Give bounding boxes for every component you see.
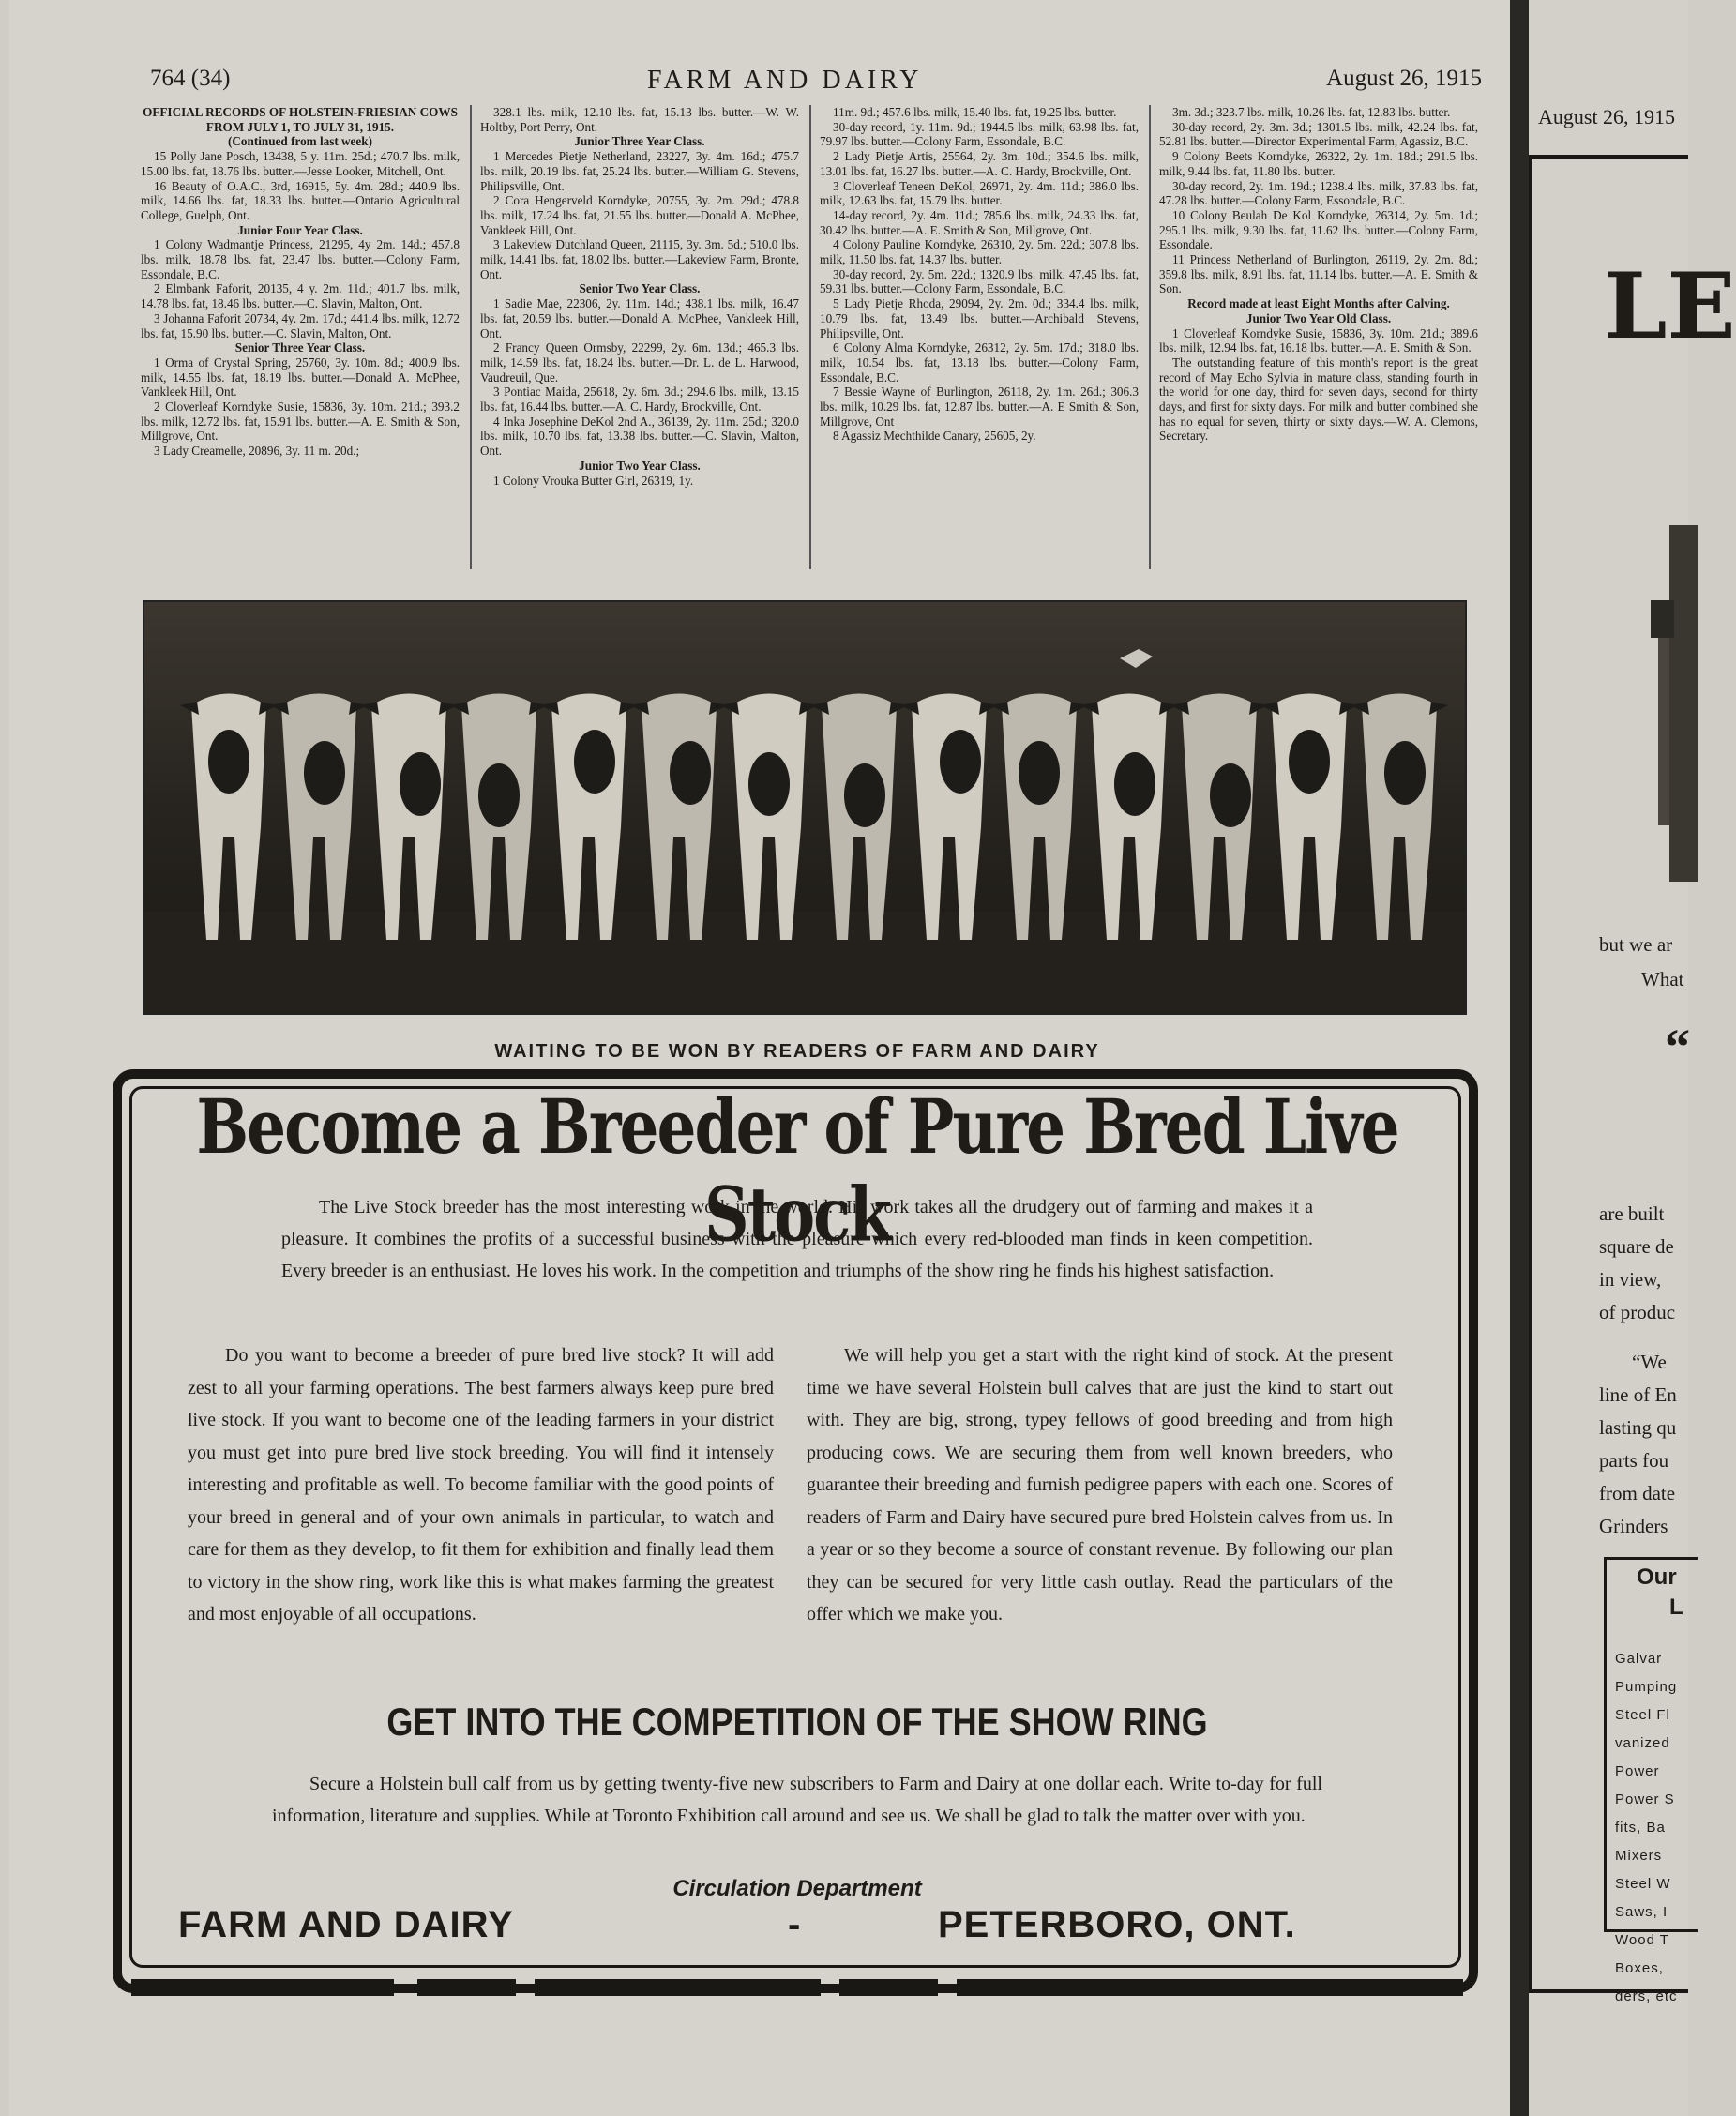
column-rule [809,105,811,569]
masthead-title: FARM AND DAIRY [647,66,923,95]
record-entry: 30-day record, 2y. 3m. 3d.; 1301.5 lbs. milk, 42.24 lbs. fat, 52.81 lbs. butter.—Director Experimental Farm, Agassiz, B.C. [1159,119,1478,149]
record-entry: 3 Lakeview Dutchland Queen, 21115, 3y. 3m. 5d.; 510.0 lbs. milk, 14.41 lbs. fat, 18.02 lbs. butter.—Lakeview Farm, Bronte, Ont. [480,237,799,281]
record-entry: 5 Lady Pietje Rhoda, 29094, 2y. 2m. 0d.; 334.4 lbs. milk, 10.79 lbs. fat, 13.49 lbs. butter.—Archibald Stevens, Philipsville, Ont. [820,296,1139,340]
class-heading: Junior Four Year Class. [237,222,363,237]
facing-text: square de [1599,1235,1674,1258]
ad-left-paragraph: Do you want to become a breeder of pure bred live stock? It will add zest to all your farming operations. The best farmers always keep pure bred live stock. If you want to become one of the leading farmers in your district you must get into pure bred live stock breeding. You will find it intensely interesting and profitable as well. To become familiar with the good points of your breed in general and of your own animals in particular, to watch and care for them as they develop, to fit them for exhibition and finally lead them to victory in the show ring, work like this is what makes farming the greatest and most enjoyable of all occupations. [188,1345,774,1625]
record-entry: 3m. 3d.; 323.7 lbs. milk, 10.26 lbs. fat, 12.83 lbs. butter. [1172,105,1451,119]
record-entry: 3 Johanna Faforit 20734, 4y. 2m. 17d.; 441.4 lbs. milk, 12.72 lbs. fat, 15.90 lbs. butter.—C. Slavin, Malton, Ont. [141,310,460,340]
column-rule [1149,105,1151,569]
facing-text: lasting qu [1599,1416,1677,1439]
facing-text: Grinders [1599,1515,1668,1537]
class-heading: Junior Three Year Class. [574,134,705,149]
facing-text: parts fou [1599,1449,1669,1472]
ad-right-paragraph: We will help you get a start with the right kind of stock. At the present time we have several Holstein bull calves that are just the kind to start out with. They are big, strong, typey fellows of good breeding and from high producing cows. We are securing them from well known breeders, who guarantee their breeding and furnish pedigree papers with each one. Scores of readers of Farm and Dairy have secured pure bred Holstein calves from us. In a year or so they become a source of constant revenue. By following our plan they can be secured for very little cash outlay. Read the particulars of the offer which we make you. [807,1345,1393,1625]
facing-list-item: Steel Fl [1615,1707,1670,1723]
facing-list-item: Galvar [1615,1651,1663,1667]
facing-box-title: L [1669,1595,1683,1620]
records-column-2 [480,105,799,569]
facing-text: “We [1632,1351,1667,1373]
record-entry: 30-day record, 2y. 1m. 19d.; 1238.4 lbs. milk, 37.83 lbs. fat, 47.28 lbs. butter.—Colony Farm, Essondale, B.C. [1159,178,1478,208]
record-entry: 1 Mercedes Pietje Netherland, 23227, 3y. 4m. 16d.; 475.7 lbs. milk, 20.19 lbs. fat, 25.24 lbs. butter.—William G. Stevens, Philipsville, Ont. [480,149,799,193]
ad-offer-paragraph: Secure a Holstein bull calf from us by getting twenty-five new subscribers to Farm and Dairy at one dollar each. Write to-day for full information, literature and supplies. While at Toronto Exhibition call around and see us. We shall be glad to talk the matter over with you. [272,1774,1322,1826]
class-heading: Junior Two Year Class. [579,458,701,473]
record-entry: 11 Princess Netherland of Burlington, 26119, 2y. 2m. 8d.; 359.8 lbs. milk, 8.91 lbs. fat, 11.14 lbs. butter.—A. E. Smith & Son. [1159,252,1478,296]
page-gutter [1510,0,1529,2116]
facing-ad-logo: LE [1604,253,1736,359]
records-column-4 [1159,105,1478,569]
facing-list-item: fits, Ba [1615,1820,1666,1836]
record-entry: 15 Polly Jane Posch, 13438, 5 y. 11m. 25d.; 470.7 lbs. milk, 15.00 lbs. fat, 18.76 lbs. butter.—Jesse Looker, Mitchell, Ont. [141,149,460,178]
records-columns [141,105,1482,574]
record-entry: 3 Pontiac Maida, 25618, 2y. 6m. 3d.; 294.6 lbs. milk, 13.15 lbs. fat, 16.44 lbs. butter.—A. C. Hardy, Brockville, Ont. [480,385,799,415]
signature-dash: - [788,1904,802,1945]
record-entry: 1 Colony Vrouka Butter Girl, 26319, 1y. [493,473,694,488]
facing-text: of produc [1599,1301,1676,1323]
record-entry: 1 Cloverleaf Korndyke Susie, 15836, 3y. 10m. 21d.; 389.6 lbs. milk, 12.94 lbs. fat, 16.18 lbs. butter.—A. E. Smith & Son. [1159,325,1478,355]
class-heading: Senior Two Year Class. [579,281,701,296]
facing-list-item: Wood T [1615,1932,1669,1948]
facing-text: are built [1599,1202,1665,1225]
facing-text: What [1641,968,1684,990]
record-entry: 30-day record, 1y. 11m. 9d.; 1944.5 lbs. milk, 63.98 lbs. fat, 79.97 lbs. butter.—Colony Farm, Essondale, B.C. [820,119,1139,149]
facing-list-item: vanized [1615,1735,1670,1751]
record-entry: 8 Agassiz Mechthilde Canary, 25605, 2y. [833,429,1036,444]
facing-page [1529,0,1736,2116]
record-entry: 1 Orma of Crystal Spring, 25760, 3y. 10m. 8d.; 400.9 lbs. milk, 14.55 lbs. fat, 18.19 lbs. butter.—Donald A. McPhee, Vankleek Hill, Ont. [141,355,460,400]
cows-illustration [144,602,1465,1013]
record-entry: 3 Cloverleaf Teneen DeKol, 26971, 2y. 4m. 11d.; 386.0 lbs. milk, 12.63 lbs. fat, 15.79 lbs. butter. [820,178,1139,208]
facing-text: but we ar [1599,933,1673,956]
record-entry: 2 Cora Hengerveld Korndyke, 20755, 3y. 2m. 29d.; 478.8 lbs. milk, 17.24 lbs. fat, 21.55 lbs. butter.—Donald A. McPhee, Vankleek Hill, Ont. [480,193,799,237]
records-column-3 [820,105,1139,569]
facing-list-item: Saws, I [1615,1904,1668,1920]
facing-quote-mark: “ [1665,1019,1690,1075]
record-entry: 14-day record, 2y. 4m. 11d.; 785.6 lbs. milk, 24.33 lbs. fat, 30.42 lbs. butter.—A. E. Smith & Son, Millgrove, Ont. [820,207,1139,237]
ad-kicker: WAITING TO BE WON BY READERS OF FARM AND DAIRY [113,1041,1482,1063]
newspaper-page [9,0,1510,2116]
record-entry: 2 Cloverleaf Korndyke Susie, 15836, 3y. 10m. 21d.; 393.2 lbs. milk, 12.72 lbs. fat, 15.91 lbs. butter.—A. E. Smith & Son, Millgrove, Ont. [141,400,460,444]
record-entry: 16 Beauty of O.A.C., 3rd, 16915, 5y. 4m. 28d.; 440.9 lbs. milk, 14.66 lbs. fat, 18.33 lbs. butter.—Ontario Agricultural College, Guelph, Ont. [141,178,460,222]
ad-subhead: GET INTO THE COMPETITION OF THE SHOW RING [386,1699,1208,1744]
class-heading: (Continued from last week) [228,134,372,149]
record-entry: 1 Colony Wadmantje Princess, 21295, 4y 2m. 14d.; 457.8 lbs. milk, 18.78 lbs. fat, 23.47 lbs. butter.—Colony Farm, Essondale, B.C. [141,237,460,281]
class-heading: Junior Two Year Old Class. [1245,310,1392,325]
holstein-cows-photo [143,600,1467,1015]
advertisement [113,1041,1482,1998]
class-heading: Record made at least Eight Months after Calving. [1187,296,1450,311]
page-number: 764 (34) [150,66,231,91]
ornament-bar [957,1979,1463,1996]
facing-list-item: Steel W [1615,1876,1671,1892]
circulation-department: Circulation Department [672,1876,922,1901]
record-entry: 328.1 lbs. milk, 12.10 lbs. fat, 15.13 lbs. butter.—W. W. Holtby, Port Perry, Ont. [480,105,799,134]
ornament-bar [535,1979,821,1996]
facing-text: in view, [1599,1268,1662,1291]
record-entry: 10 Colony Beulah De Kol Korndyke, 26314, 2y. 5m. 1d.; 295.1 lbs. milk, 9.30 lbs. fat, 11.62 lbs. butter.—Colony Farm, Essondale. [1159,207,1478,252]
ornament-bar [417,1979,516,1996]
class-heading: Senior Three Year Class. [234,340,366,355]
record-entry: 7 Bessie Wayne of Burlington, 26118, 2y. 1m. 26d.; 306.3 lbs. milk, 10.29 lbs. fat, 12.87 lbs. butter.—A. E Smith & Son, Millgrove, Ont [820,385,1139,429]
record-entry: 4 Inka Josephine DeKol 2nd A., 36139, 2y. 11m. 25d.; 320.0 lbs. milk, 10.70 lbs. fat, 13.38 lbs. butter.—C. Slavin, Malton, Ont. [480,414,799,459]
record-entry: The outstanding feature of this month's report is the great record of May Echo Sylvia in mature class, standing fourth in the world for one day, third for seven days, second for thirty days, and first for sixty days. For milk and butter combined she has no equal for seven, thirty or sixty days.—W. A. Clemons, Secretary. [1159,355,1478,444]
facing-page-date: August 26, 1915 [1538,105,1676,128]
record-entry: 30-day record, 2y. 5m. 22d.; 1320.9 lbs. milk, 47.45 lbs. fat, 59.31 lbs. butter.—Colony Farm, Essondale, B.C. [820,266,1139,296]
record-entry: 9 Colony Beets Korndyke, 26322, 2y. 1m. 18d.; 291.5 lbs. milk, 9.44 lbs. fat, 11.80 lbs. butter. [1159,149,1478,178]
facing-list-item: Pumping [1615,1679,1678,1695]
ornament-bar [839,1979,938,1996]
facing-list-item: Power [1615,1763,1660,1779]
facing-text: line of En [1599,1383,1677,1406]
records-column-1 [141,105,460,569]
record-entry: 1 Sadie Mae, 22306, 2y. 11m. 14d.; 438.1 lbs. milk, 16.47 lbs. fat, 20.59 lbs. butter.—Donald A. McPhee, Vankleek Hill, Ont. [480,296,799,340]
facing-box-title: Our [1637,1564,1677,1590]
column-rule [470,105,472,569]
record-entry: 2 Elmbank Faforit, 20135, 4 y. 2m. 11d.; 401.7 lbs. milk, 14.78 lbs. fat, 18.46 lbs. butter.—C. Slavin, Malton, Ont. [141,281,460,311]
facing-text: from date [1599,1482,1676,1504]
facing-list-item: ders, etc [1615,1988,1678,2004]
ad-bottom-bars [131,1979,1463,1998]
record-entry: 6 Colony Alma Korndyke, 26312, 2y. 5m. 17d.; 318.0 lbs. milk, 10.54 lbs. fat, 13.18 lbs. butter.—Colony Farm, Essondale, B.C. [820,340,1139,385]
class-heading: OFFICIAL RECORDS OF HOLSTEIN-FRIESIAN COWS FROM JULY 1, TO JULY 31, 1915. [143,105,458,134]
ornament-bar [131,1979,394,1996]
facing-list-item: Mixers [1615,1848,1663,1864]
ad-headline: Become a Breeder of Pure Bred Live Stock [196,1082,1398,1259]
record-entry: 2 Francy Queen Ormsby, 22299, 2y. 6m. 13d.; 465.3 lbs. milk, 14.59 lbs. fat, 18.24 lbs. butter.—Dr. L. de L. Harwood, Vaudreuil, Que. [480,340,799,385]
signature-publisher: FARM AND DAIRY [178,1904,514,1945]
facing-list-item: Boxes, [1615,1960,1664,1976]
facing-list-item: Power S [1615,1791,1675,1807]
record-entry: 11m. 9d.; 457.6 lbs. milk, 15.40 lbs. fat, 19.25 lbs. butter. [833,105,1117,119]
ad-intro-paragraph: The Live Stock breeder has the most interesting work in the world. His work takes all the drudgery out of farming and makes it a pleasure. It combines the profits of a successful business with the pleasure which every red-blooded man finds in keen competition. Every breeder is an enthusiast. He loves his work. In the competition and triumphs of the show ring he finds his highest satisfaction. [281,1197,1313,1281]
record-entry: 3 Lady Creamelle, 20896, 3y. 11 m. 20d.; [154,444,360,459]
signature-location: PETERBORO, ONT. [938,1904,1296,1945]
record-entry: 2 Lady Pietje Artis, 25564, 2y. 3m. 10d.; 354.6 lbs. milk, 13.01 lbs. fat, 16.27 lbs. butter.—A. C. Hardy, Brockville, Ont. [820,149,1139,178]
record-entry: 4 Colony Pauline Korndyke, 26310, 2y. 5m. 22d.; 307.8 lbs. milk, 11.50 lbs. fat, 14.37 lbs. butter. [820,237,1139,267]
machine-illustration [1641,525,1698,882]
issue-date: August 26, 1915 [1326,66,1482,91]
